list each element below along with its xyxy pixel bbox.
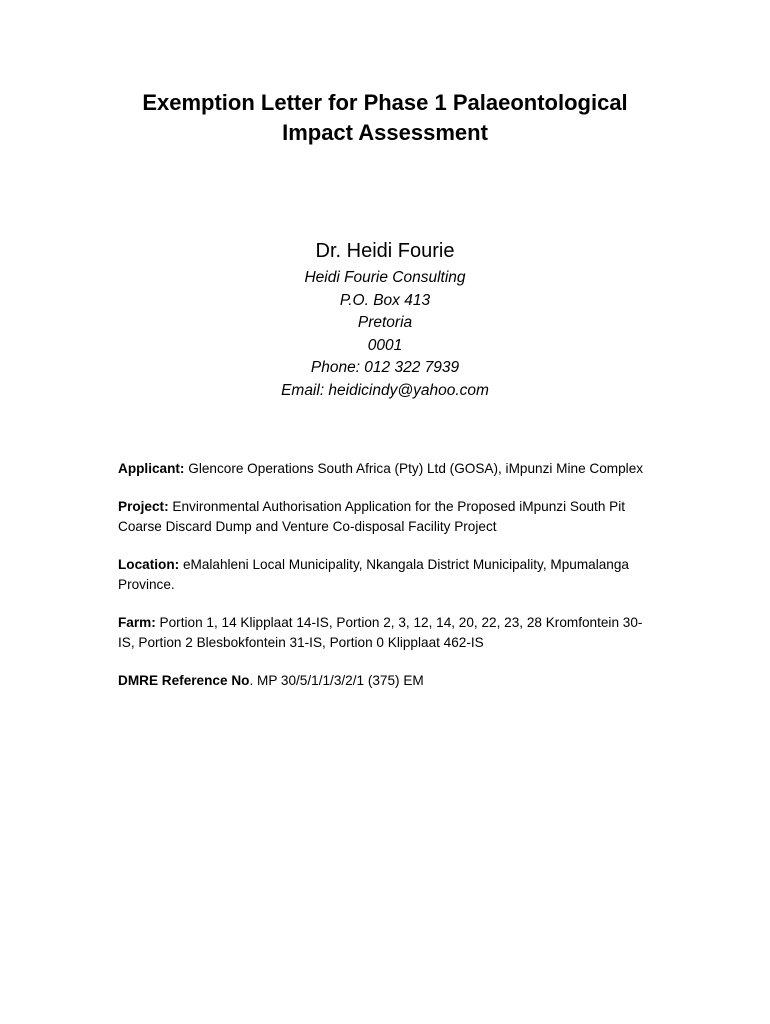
applicant-label: Applicant: <box>118 461 185 476</box>
title-line-1: Exemption Letter for Phase 1 Palaeontological <box>142 90 628 115</box>
project-label: Project: <box>118 499 169 514</box>
applicant-value: Glencore Operations South Africa (Pty) Ltd (GOSA), iMpunzi Mine Complex <box>184 461 644 476</box>
author-phone: Phone: 012 322 7939 <box>310 359 460 377</box>
author-postal-code: 0001 <box>367 336 403 354</box>
farm-field <box>118 613 658 653</box>
farm-label: Farm: <box>118 615 156 630</box>
dmre-reference-label: DMRE Reference No <box>118 673 250 688</box>
location-value: eMalahleni Local Municipality, Nkangala District Municipality, Mpumalanga Province. <box>118 557 629 592</box>
applicant-field <box>118 459 658 479</box>
project-value: Environmental Authorisation Application for the Proposed iMpunzi South Pit Coarse Discard Dump and Venture Co-disposal Facility Project <box>118 499 626 534</box>
author-po-box: P.O. Box 413 <box>339 291 431 309</box>
location-label: Location: <box>118 557 180 572</box>
author-email: Email: heidicindy@yahoo.com <box>281 381 489 399</box>
author-block <box>0 238 770 403</box>
project-field <box>118 497 658 537</box>
author-name: Dr. Heidi Fourie <box>315 240 455 262</box>
farm-value: Portion 1, 14 Klipplaat 14-IS, Portion 2, 3, 12, 14, 20, 22, 23, 28 Kromfontein 30-IS, Portion 2 Blesbokfontein 31-IS, Portion 0 Klipplaat 462-IS <box>118 615 643 650</box>
title-line-2: Impact Assessment <box>282 120 488 145</box>
dmre-reference-field <box>118 671 658 691</box>
location-field <box>118 555 658 595</box>
project-details <box>118 459 658 709</box>
author-company: Heidi Fourie Consulting <box>304 269 466 286</box>
dmre-reference-value: . MP 30/5/1/1/3/2/1 (375) EM <box>249 673 424 688</box>
author-city: Pretoria <box>357 314 413 332</box>
document-title <box>0 88 770 148</box>
